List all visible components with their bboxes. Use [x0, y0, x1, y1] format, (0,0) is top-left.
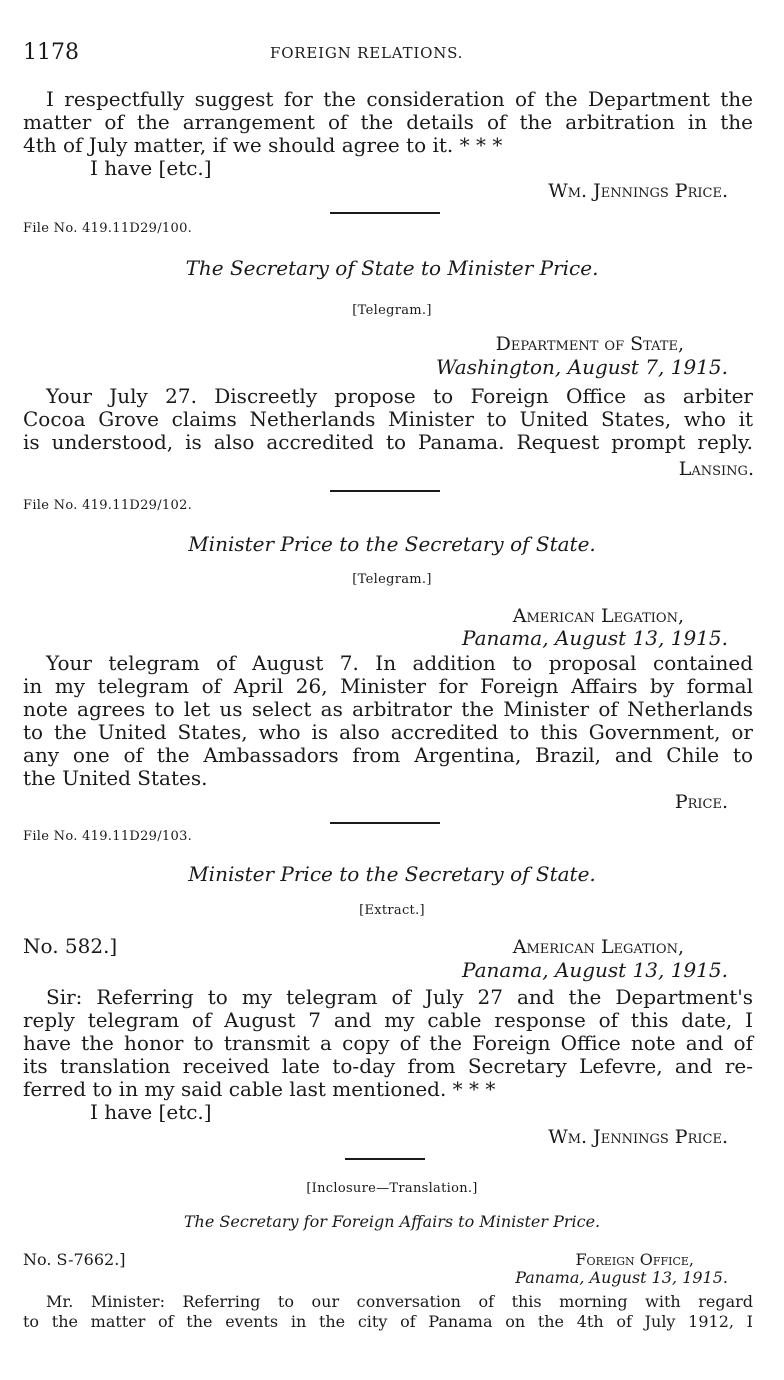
place-line: American Legation,	[512, 936, 684, 958]
document-title: Minister Price to the Secretary of State.	[188, 862, 596, 886]
signature: Price.	[674, 791, 728, 813]
text-line: is understood, is also accredited to Panama. Request prompt reply.	[23, 430, 753, 454]
text-line: reply telegram of August 7 and my cable response of this date, I	[23, 1008, 753, 1032]
place-line: Foreign Office,	[575, 1250, 694, 1269]
dispatch-number: No. S-7662.]	[23, 1250, 126, 1269]
place-line: Department of State,	[495, 333, 684, 355]
document-note: [Extract.]	[359, 903, 425, 918]
date-line: Panama, August 13, 1915.	[462, 958, 728, 982]
document-title: Minister Price to the Secretary of State.	[188, 532, 596, 556]
page-number: 1178	[23, 40, 79, 65]
text-line: have the honor to transmit a copy of the Foreign Office note and of	[23, 1031, 753, 1055]
date-line: Panama, August 13, 1915.	[515, 1268, 728, 1287]
text-line: Your July 27. Discreetly propose to Foreign Office as arbiter	[46, 384, 753, 408]
text-line: note agrees to let us select as arbitrator the Minister of Netherlands	[23, 697, 753, 721]
signature: Wm. Jennings Price.	[548, 180, 728, 202]
text-line: 4th of July matter, if we should agree to it. * * *	[23, 133, 503, 157]
running-title: FOREIGN RELATIONS.	[270, 44, 464, 62]
signature: Wm. Jennings Price.	[548, 1126, 728, 1148]
file-number: File No. 419.11D29/102.	[23, 498, 193, 513]
document-note: [Telegram.]	[352, 572, 432, 587]
text-line: Your telegram of August 7. In addition to proposal contained	[46, 651, 753, 675]
text-line: I respectfully suggest for the consideration of the Department the	[46, 87, 753, 111]
text-line: its translation received late to-day from Secretary Lefevre, and re-	[23, 1054, 753, 1078]
closing: I have [etc.]	[90, 1100, 212, 1124]
text-line: in my telegram of April 26, Minister for Foreign Affairs by formal	[23, 674, 753, 698]
file-number: File No. 419.11D29/103.	[23, 829, 193, 844]
divider	[345, 1158, 425, 1160]
date-line: Panama, August 13, 1915.	[462, 626, 728, 650]
signature: Lansing.	[678, 458, 754, 480]
document-title: The Secretary for Foreign Affairs to Minister Price.	[183, 1212, 601, 1231]
file-number: File No. 419.11D29/100.	[23, 221, 193, 236]
text-line: Mr. Minister: Referring to our conversation of this morning with regard	[46, 1292, 753, 1311]
closing: I have [etc.]	[90, 156, 212, 180]
text-line: matter of the arrangement of the details of the arbitration in the	[23, 110, 753, 134]
divider	[330, 490, 440, 492]
text-line: Sir: Referring to my telegram of July 27 and the Department's	[46, 985, 753, 1009]
text-line: ferred to in my said cable last mentioned. * * *	[23, 1077, 496, 1101]
text-line: to the United States, who is also accredited to this Government, or	[23, 720, 753, 744]
divider	[330, 822, 440, 824]
date-line: Washington, August 7, 1915.	[435, 355, 728, 379]
dispatch-number: No. 582.]	[23, 934, 118, 958]
document-note: [Telegram.]	[352, 303, 432, 318]
text-line: the United States.	[23, 766, 208, 790]
document-title: The Secretary of State to Minister Price.	[185, 256, 599, 280]
text-line: to the matter of the events in the city of Panama on the 4th of July 1912, I	[23, 1312, 753, 1331]
text-line: Cocoa Grove claims Netherlands Minister to United States, who it	[23, 407, 753, 431]
divider	[330, 212, 440, 214]
place-line: American Legation,	[512, 605, 684, 627]
document-note: [Inclosure—Translation.]	[306, 1181, 478, 1196]
text-line: any one of the Ambassadors from Argentina, Brazil, and Chile to	[23, 743, 753, 767]
